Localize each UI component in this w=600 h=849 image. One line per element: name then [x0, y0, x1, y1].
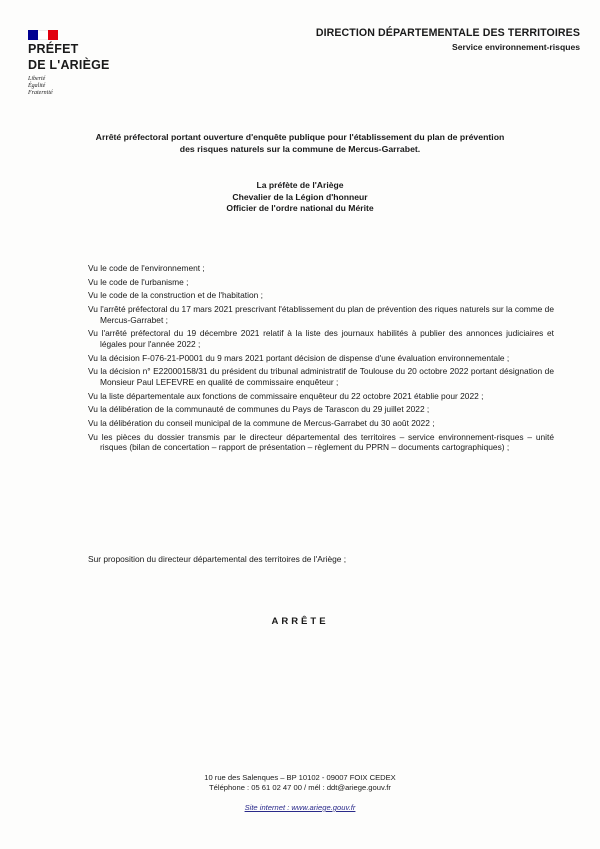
vu-list — [88, 263, 554, 456]
vu-item: Vu la décision n° E22000158/31 du président du tribunal administratif de Toulouse du 20 octobre 2022 portant désignation de Monsieur Paul LEFEVRE en qualité de commissaire enquêteur ; — [88, 366, 554, 387]
signatory-block — [0, 180, 600, 215]
footer — [0, 773, 600, 813]
vu-item: Vu la liste départementale aux fonctions de commissaire enquêteur du 22 octobre 2021 établie pour 2022 ; — [88, 390, 484, 401]
prefet-logo — [28, 30, 118, 97]
vu-item: Vu la décision F-076-21-P0001 du 9 mars 2021 portant décision de dispense d'une évaluation environnementale ; — [88, 352, 510, 363]
vu-item: Vu les pièces du dossier transmis par le directeur départemental des territoires – service environnement-risques – unité risques (bilan de concertation – rapport de présentation – règlement du PPRN – documents cartographiques) ; — [88, 431, 554, 453]
title-line-2: des risques naturels sur la commune de Mercus-Garrabet. — [179, 144, 421, 154]
signatory-line-1: La préfète de l'Ariège — [256, 180, 344, 190]
service-name: Service environnement-risques — [452, 42, 580, 52]
devise-liberte: Liberté — [28, 76, 46, 82]
signatory-line-2: Chevalier de la Légion d'honneur — [232, 191, 368, 202]
arrete-heading: ARRÊTE — [271, 616, 329, 627]
proposal-text: Sur proposition du directeur départemental des territoires de l'Ariège ; — [88, 554, 347, 564]
vu-item: Vu la délibération de la communauté de communes du Pays de Tarascon du 29 juillet 2022 ; — [88, 404, 430, 415]
direction-title: DIRECTION DÉPARTEMENTALE DES TERRITOIRES — [315, 27, 580, 39]
french-flag-icon — [28, 30, 58, 40]
website-link[interactable]: Site internet : www.ariege.gouv.fr — [244, 803, 356, 812]
title-line-1: Arrêté préfectoral portant ouverture d'enquête publique pour l'établissement du plan de prévention — [95, 132, 505, 142]
devise-egalite: Égalité — [28, 83, 46, 89]
footer-address: 10 rue des Salenques – BP 10102 - 09007 FOIX CEDEX — [204, 773, 396, 782]
vu-item: Vu la délibération du conseil municipal de la commune de Mercus-Garrabet du 30 août 2022 ; — [88, 417, 435, 428]
vu-item: Vu l'arrêté préfectoral du 19 décembre 2021 relatif à la liste des journaux habilités à publier des annonces judiciaires et légales pour l'année 2022 ; — [88, 328, 554, 349]
logo-line-ariege: DE L'ARIÈGE — [28, 58, 110, 72]
devise — [28, 76, 118, 97]
direction-header — [316, 27, 580, 52]
logo-line-prefet: PRÉFET — [28, 42, 79, 56]
document-title — [40, 131, 560, 155]
vu-item: Vu le code de la construction et de l'habitation ; — [88, 290, 263, 301]
devise-fraternite: Fraternité — [28, 90, 53, 96]
footer-contact: Téléphone : 05 61 02 47 00 / mél : ddt@ariege.gouv.fr — [209, 783, 391, 792]
signatory-line-3: Officier de l'ordre national du Mérite — [226, 203, 374, 213]
vu-item: Vu le code de l'urbanisme ; — [88, 276, 189, 287]
vu-item: Vu l'arrêté préfectoral du 17 mars 2021 prescrivant l'établissement du plan de prévention des riques naturels sur la comme de Mercus-Garrabet ; — [88, 304, 554, 325]
vu-item: Vu le code de l'environnement ; — [88, 263, 205, 273]
